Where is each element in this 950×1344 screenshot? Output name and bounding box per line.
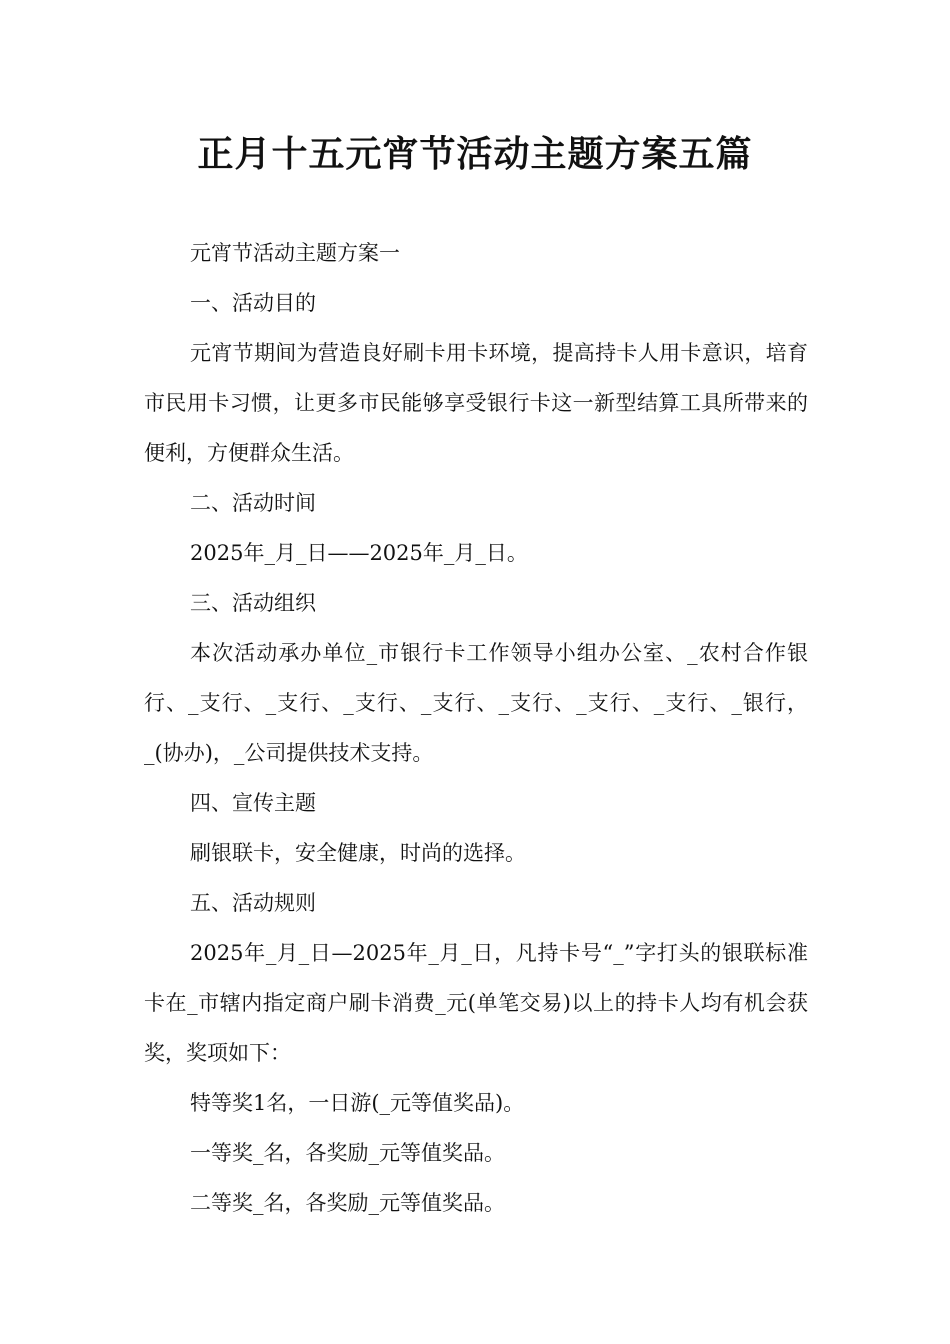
section-subtitle: 元宵节活动主题方案一 — [190, 241, 400, 265]
paragraph-rules: 2025年_月_日—2025年_月_日，凡持卡号“_”字打头的银联标准卡在_市辖内指定商户刷卡消费_元(单笔交易)以上的持卡人均有机会获奖，奖项如下： — [144, 941, 808, 1065]
paragraph-time: 2025年_月_日——2025年_月_日。 — [190, 541, 528, 565]
prize-special: 特等奖1名，一日游(_元等值奖品)。 — [190, 1091, 525, 1115]
section-heading-organization: 三、活动组织 — [190, 591, 316, 615]
section-heading-time: 二、活动时间 — [190, 491, 316, 515]
paragraph-theme: 刷银联卡，安全健康，时尚的选择。 — [190, 841, 526, 865]
section-heading-theme: 四、宣传主题 — [190, 791, 316, 815]
paragraph-purpose: 元宵节期间为营造良好刷卡用卡环境，提高持卡人用卡意识，培育市民用卡习惯，让更多市民能够享受银行卡这一新型结算工具所带来的便利，方便群众生活。 — [144, 341, 808, 465]
prize-second: 二等奖_名，各奖励_元等值奖品。 — [190, 1191, 505, 1215]
paragraph-organization: 本次活动承办单位_市银行卡工作领导小组办公室、_农村合作银行、_支行、_支行、_支行、_支行、_支行、_支行、_支行、_银行，_(协办)，_公司提供技术支持。 — [144, 641, 808, 765]
section-heading-rules: 五、活动规则 — [190, 891, 316, 915]
document-title: 正月十五元宵节活动主题方案五篇 — [197, 133, 753, 175]
section-heading-purpose: 一、活动目的 — [190, 291, 316, 315]
document-body — [144, 228, 808, 1228]
prize-first: 一等奖_名，各奖励_元等值奖品。 — [190, 1141, 505, 1165]
